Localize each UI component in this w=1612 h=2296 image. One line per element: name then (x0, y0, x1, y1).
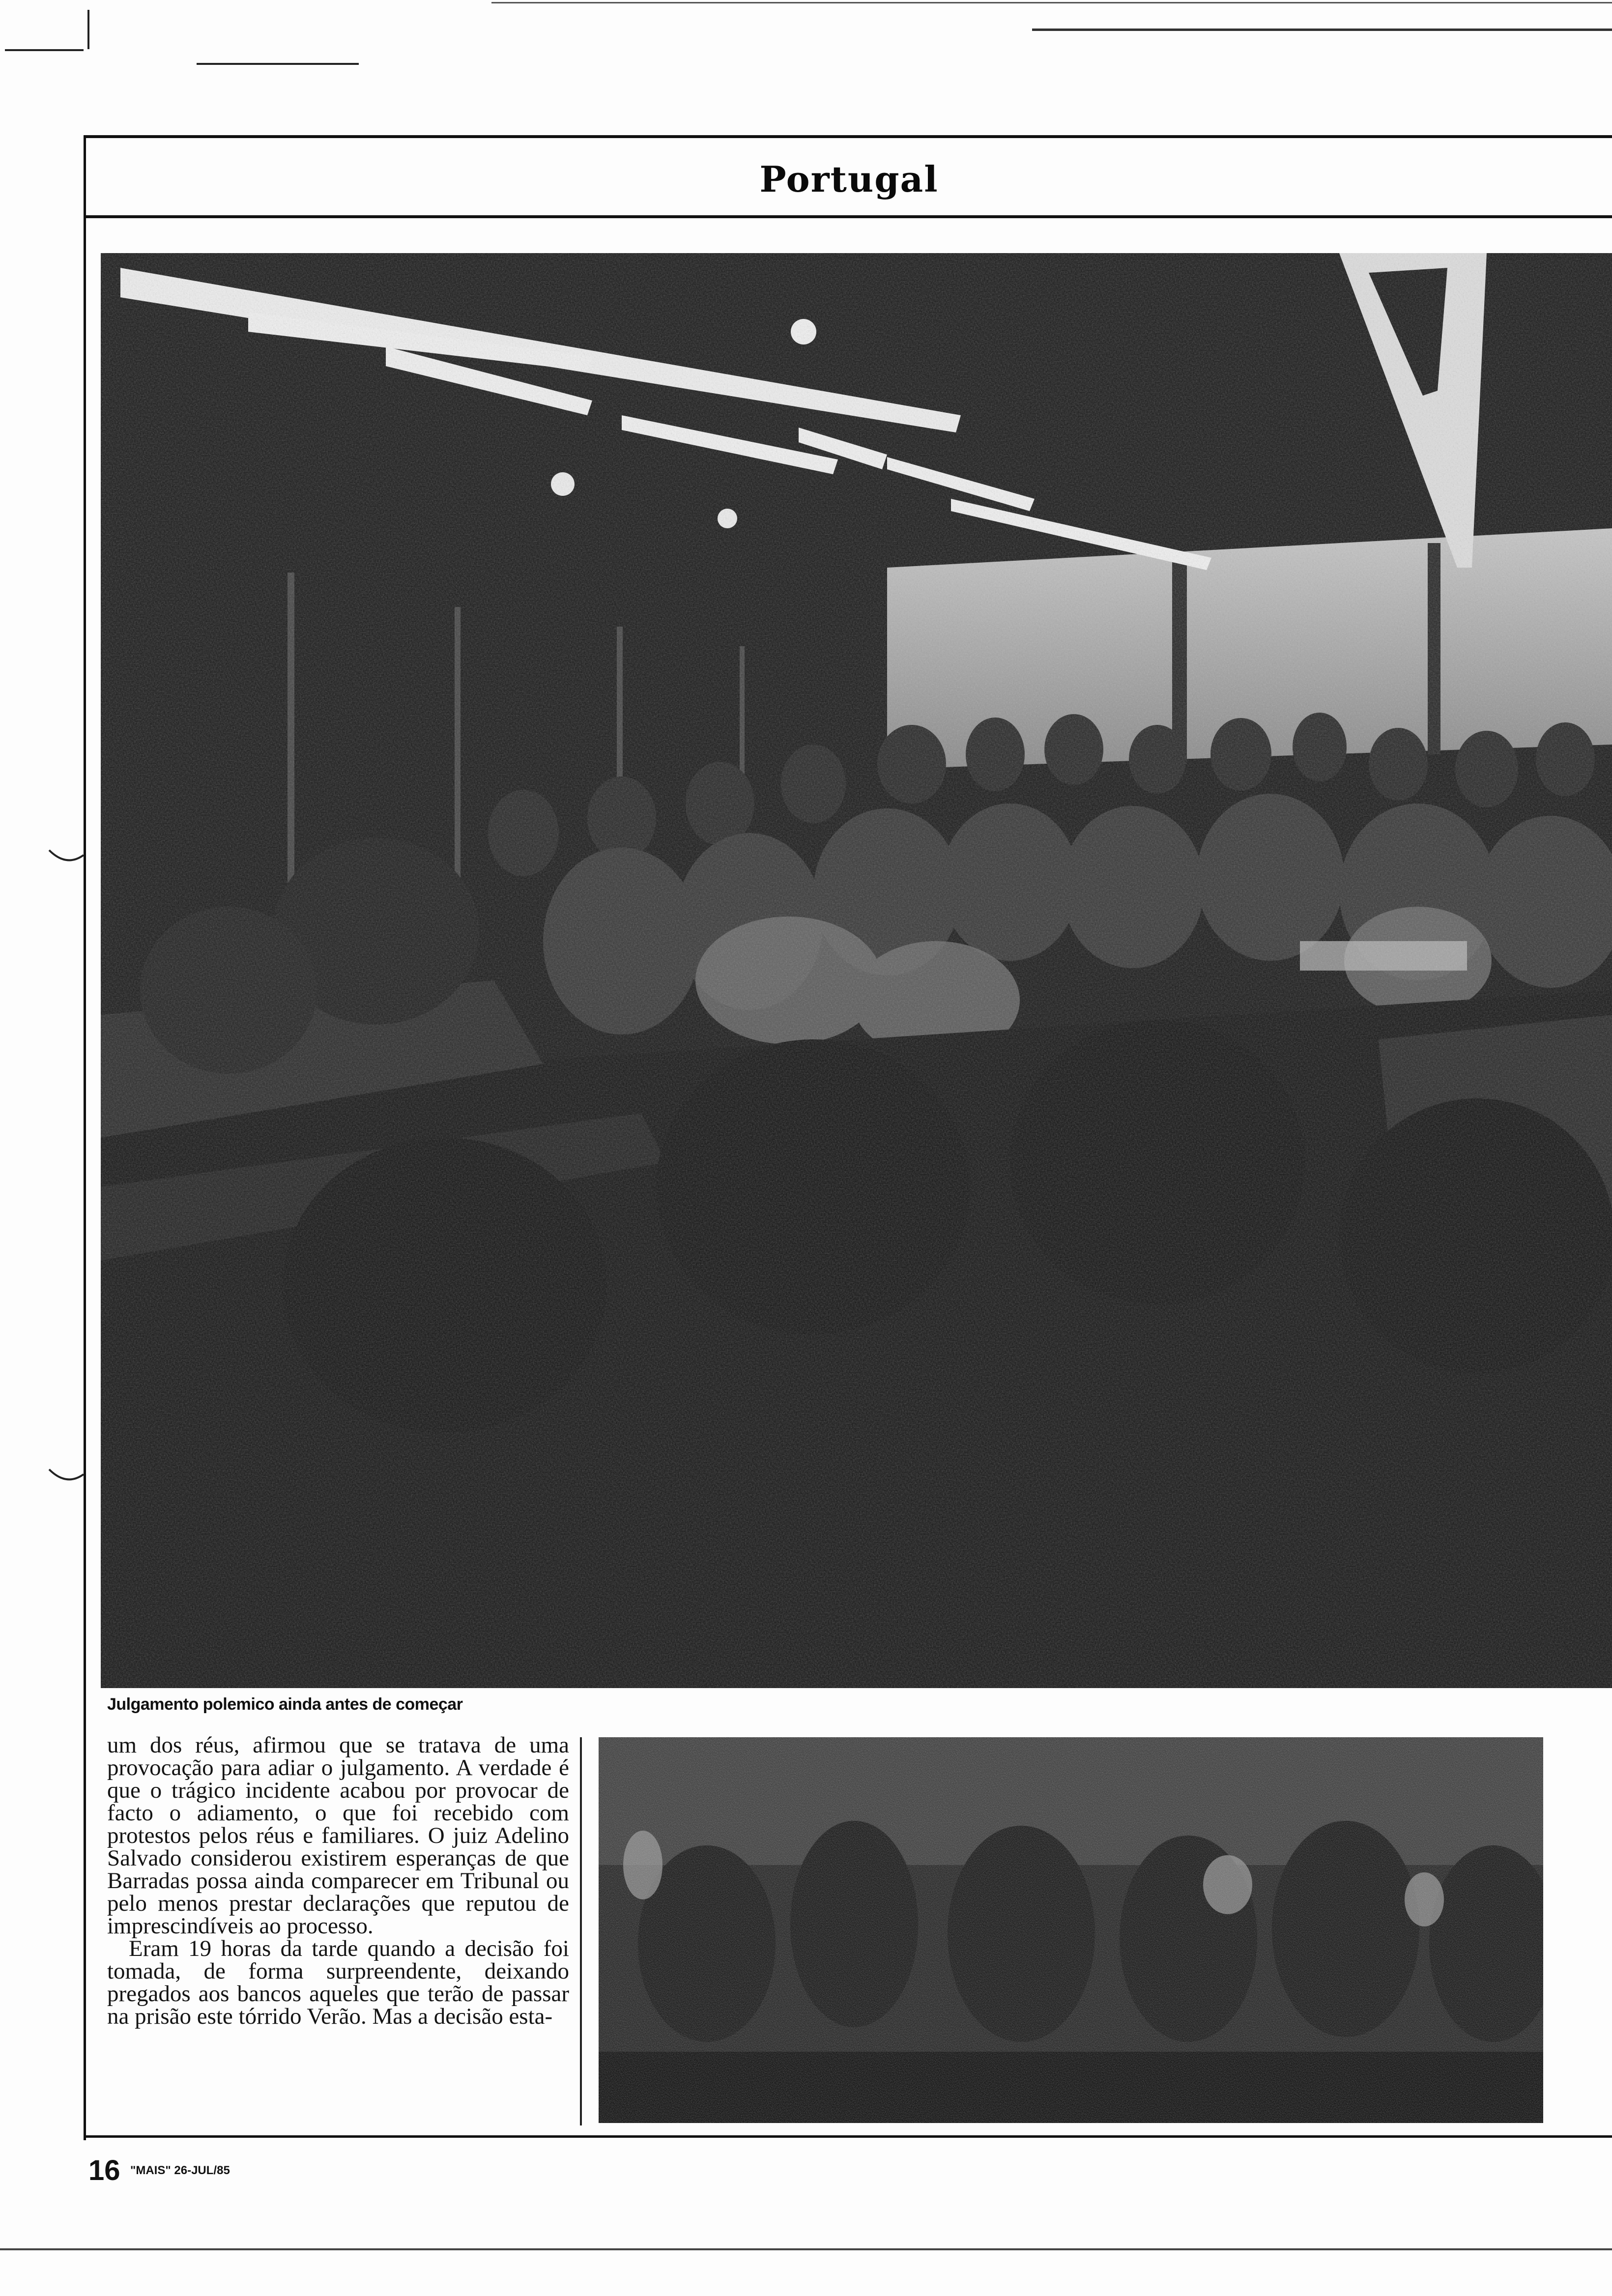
article-body (107, 1734, 569, 2028)
section-title-rule (86, 215, 1612, 218)
page-number: 16 (88, 2154, 120, 2186)
column-rule (580, 1737, 582, 2125)
scan-artifact-top-edge-right (1032, 29, 1612, 31)
binding-mark-upper (47, 845, 86, 875)
section-title: Portugal (759, 158, 939, 200)
scan-artifact-top-left-tick (87, 10, 89, 49)
secondary-photo (599, 1737, 1543, 2123)
section-frame-left-rule (84, 135, 86, 2140)
binding-mark-lower (47, 1464, 86, 1494)
main-photo-courtroom (101, 253, 1612, 1688)
main-photo-image (101, 253, 1612, 1688)
publication-date-line: "MAIS" 26-JUL/85 (130, 2164, 230, 2177)
article-paragraph-1: um dos réus, afirmou que se tratava de uma provocação para adiar o julgamento. A verdade é que o trágico incidente acabou por provocar de facto o adiamento, o que foi recebido com protestos pelos réus e familiares. O juiz Adelino Salvado considerou existirem esperanças de que Barradas possa ainda comparecer em Tribunal ou pelo menos prestar declarações que reputou de imprescindíveis ao processo. (107, 1732, 569, 1939)
scan-artifact-top-left (5, 49, 84, 51)
scan-artifact-top-bar (197, 63, 359, 65)
page-folio (88, 2155, 230, 2186)
scan-artifact-top-edge (491, 2, 1612, 3)
main-photo-caption: Julgamento polemico ainda antes de começar (107, 1695, 463, 1714)
article-paragraph-2: Eram 19 horas da tarde quando a decisão foi tomada, de forma surpreendente, deixando pregados aos bancos aqueles que terão de passar na prisão este tórrido Verão. Mas a decisão esta- (107, 1936, 569, 2029)
page-bottom-rule (86, 2135, 1612, 2138)
scan-artifact-bottom-edge (0, 2248, 1612, 2250)
secondary-photo-image (599, 1737, 1543, 2123)
section-frame-top-rule (84, 135, 1612, 138)
